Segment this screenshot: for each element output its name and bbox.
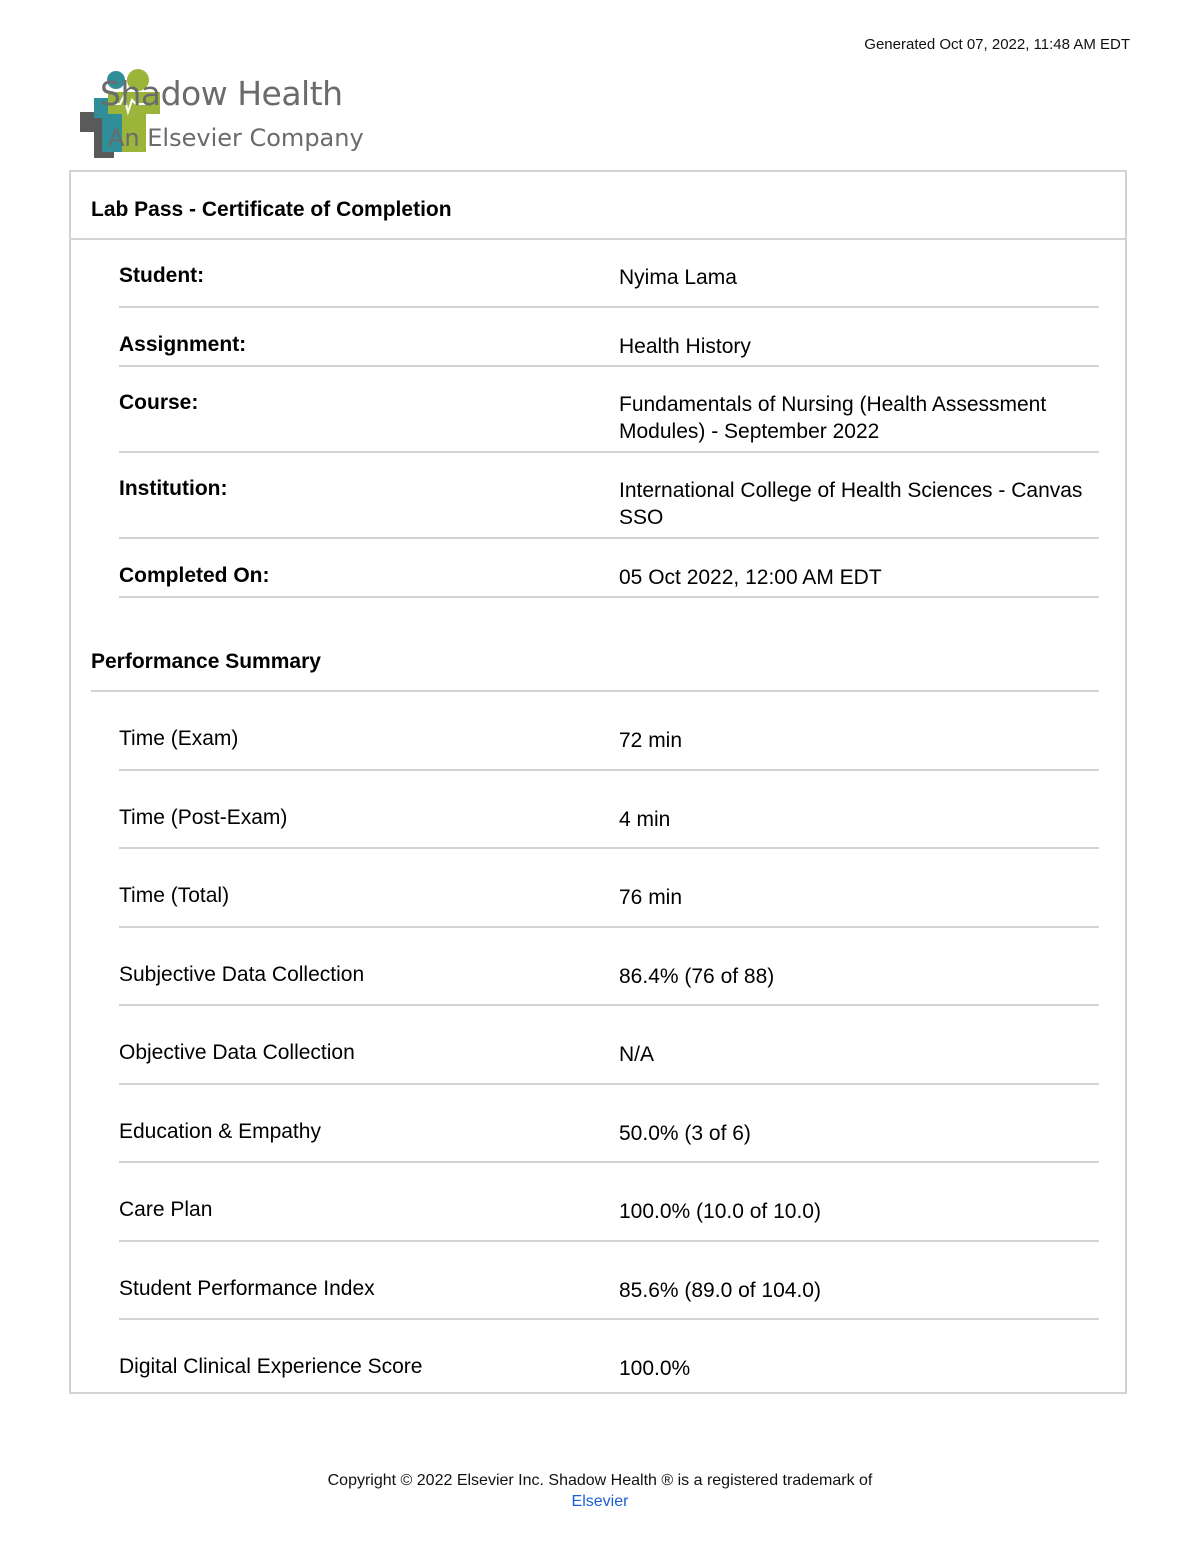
certificate-card — [69, 170, 1127, 1394]
performance-value: 76 min — [619, 886, 683, 909]
info-value: Fundamentals of Nursing (Health Assessment Modules) - September 2022 — [619, 393, 1047, 443]
info-row-student — [119, 240, 1099, 308]
performance-label: Time (Exam) — [119, 727, 239, 750]
performance-value: 100.0% — [619, 1357, 691, 1380]
performance-label: Care Plan — [119, 1198, 213, 1221]
performance-value: 85.6% (89.0 of 104.0) — [619, 1278, 821, 1302]
performance-label: Student Performance Index — [119, 1276, 375, 1300]
performance-row — [119, 692, 1099, 771]
performance-row — [119, 1163, 1099, 1242]
performance-label: Digital Clinical Experience Score — [119, 1355, 423, 1378]
info-label: Institution: — [119, 477, 228, 500]
logo-subtitle: An Elsevier Company — [108, 124, 364, 152]
performance-summary-title: Performance Summary — [91, 598, 1099, 692]
performance-value: 50.0% (3 of 6) — [619, 1121, 751, 1145]
performance-table — [119, 692, 1099, 1399]
performance-label: Subjective Data Collection — [119, 962, 365, 986]
performance-row — [119, 1242, 1099, 1321]
performance-row — [119, 928, 1099, 1007]
performance-value: 86.4% (76 of 88) — [619, 964, 775, 988]
info-label: Assignment: — [119, 333, 247, 356]
elsevier-link[interactable]: Elsevier — [571, 1493, 629, 1510]
performance-value: 72 min — [619, 729, 683, 752]
performance-row — [119, 849, 1099, 928]
info-value: Nyima Lama — [619, 266, 737, 289]
info-row-completed-on — [119, 539, 1099, 598]
info-row-course — [119, 367, 1099, 453]
info-row-institution — [119, 453, 1099, 539]
logo-title: Shadow Health — [100, 74, 343, 113]
info-label: Completed On: — [119, 564, 270, 587]
info-row-assignment — [119, 308, 1099, 367]
performance-row — [119, 1085, 1099, 1164]
performance-value: N/A — [619, 1043, 655, 1066]
generated-timestamp: Generated Oct 07, 2022, 11:48 AM EDT — [864, 36, 1130, 53]
performance-label: Education & Empathy — [119, 1119, 321, 1143]
performance-label: Objective Data Collection — [119, 1041, 355, 1064]
performance-label: Time (Post-Exam) — [119, 805, 288, 829]
info-label: Course: — [119, 391, 199, 414]
info-label: Student: — [119, 264, 205, 287]
info-value: Health History — [619, 335, 751, 358]
performance-row — [119, 1320, 1099, 1399]
certificate-title: Lab Pass - Certificate of Completion — [71, 172, 1125, 240]
performance-row — [119, 771, 1099, 850]
copyright-text: Copyright © 2022 Elsevier Inc. Shadow Health ® is a registered trademark of — [327, 1472, 873, 1489]
performance-value: 4 min — [619, 807, 671, 831]
performance-value: 100.0% (10.0 of 10.0) — [619, 1200, 821, 1223]
info-value: International College of Health Sciences - Canvas SSO — [619, 479, 1083, 529]
performance-label: Time (Total) — [119, 884, 230, 907]
footer — [0, 1470, 1200, 1512]
info-value: 05 Oct 2022, 12:00 AM EDT — [619, 566, 882, 589]
performance-row — [119, 1006, 1099, 1085]
info-table — [119, 240, 1099, 598]
